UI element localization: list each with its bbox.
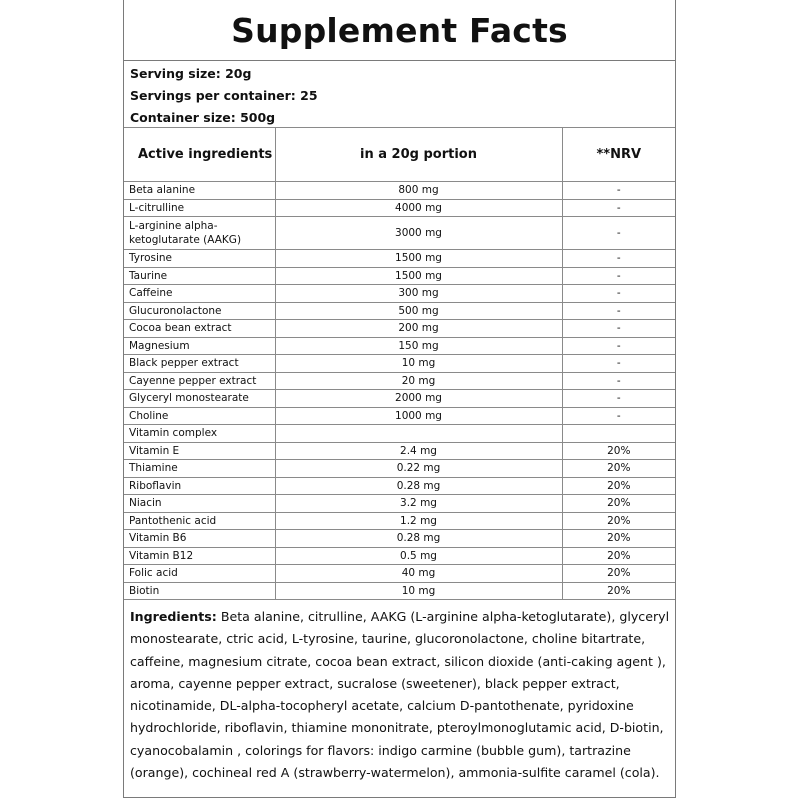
ingredient-name: Glyceryl monostearate xyxy=(124,390,275,408)
ingredient-name: Niacin xyxy=(124,495,275,513)
table-row xyxy=(124,407,675,425)
ingredient-name: Biotin xyxy=(124,582,275,600)
ingredient-amount xyxy=(275,425,562,443)
ingredient-amount: 1500 mg xyxy=(275,250,562,268)
table-row xyxy=(124,320,675,338)
ingredient-amount: 800 mg xyxy=(275,182,562,200)
ingredient-nrv: 20% xyxy=(562,530,675,548)
ingredients-label: Ingredients: xyxy=(130,609,217,624)
ingredient-nrv: - xyxy=(562,199,675,217)
ingredient-nrv: 20% xyxy=(562,582,675,600)
ingredient-nrv: - xyxy=(562,302,675,320)
header-nrv: **NRV xyxy=(562,128,675,182)
page-title: Supplement Facts xyxy=(231,10,568,50)
ingredient-amount: 1500 mg xyxy=(275,267,562,285)
ingredient-amount: 3000 mg xyxy=(275,217,562,250)
ingredient-amount: 0.28 mg xyxy=(275,530,562,548)
table-row xyxy=(124,460,675,478)
ingredient-nrv: - xyxy=(562,337,675,355)
table-row xyxy=(124,267,675,285)
ingredient-amount: 3.2 mg xyxy=(275,495,562,513)
ingredient-name: Taurine xyxy=(124,267,275,285)
ingredient-name: Vitamin complex xyxy=(124,425,275,443)
table-row xyxy=(124,547,675,565)
ingredient-amount: 40 mg xyxy=(275,565,562,583)
ingredient-amount: 300 mg xyxy=(275,285,562,303)
ingredient-nrv: - xyxy=(562,285,675,303)
container-size: Container size: 500g xyxy=(130,110,276,125)
table-row xyxy=(124,302,675,320)
ingredient-amount: 20 mg xyxy=(275,372,562,390)
ingredient-nrv: - xyxy=(562,250,675,268)
ingredient-nrv: 20% xyxy=(562,460,675,478)
table-row xyxy=(124,582,675,600)
table-row xyxy=(124,199,675,217)
ingredient-nrv: 20% xyxy=(562,547,675,565)
ingredient-amount: 150 mg xyxy=(275,337,562,355)
servings-per-container: Servings per container: 25 xyxy=(130,88,318,103)
ingredient-name: Glucuronolactone xyxy=(124,302,275,320)
ingredient-nrv: - xyxy=(562,355,675,373)
ingredient-name: Black pepper extract xyxy=(124,355,275,373)
table-row xyxy=(124,250,675,268)
header-portion: in a 20g portion xyxy=(275,128,562,182)
table-row xyxy=(124,425,675,443)
table-row xyxy=(124,372,675,390)
ingredient-name: Beta alanine xyxy=(124,182,275,200)
ingredient-amount: 0.5 mg xyxy=(275,547,562,565)
ingredient-name: L-citrulline xyxy=(124,199,275,217)
ingredient-nrv xyxy=(562,425,675,443)
table-row xyxy=(124,285,675,303)
ingredient-nrv: - xyxy=(562,407,675,425)
table-row xyxy=(124,217,675,250)
ingredient-name: Tyrosine xyxy=(124,250,275,268)
ingredient-name: Pantothenic acid xyxy=(124,512,275,530)
ingredient-amount: 500 mg xyxy=(275,302,562,320)
ingredient-name: Cayenne pepper extract xyxy=(124,372,275,390)
table-row xyxy=(124,495,675,513)
ingredient-amount: 200 mg xyxy=(275,320,562,338)
ingredient-amount: 2000 mg xyxy=(275,390,562,408)
ingredient-name: Choline xyxy=(124,407,275,425)
serving-info xyxy=(130,63,670,129)
ingredient-name: Magnesium xyxy=(124,337,275,355)
ingredient-nrv: - xyxy=(562,182,675,200)
ingredient-name: Vitamin B6 xyxy=(124,530,275,548)
ingredient-name: Caffeine xyxy=(124,285,275,303)
table-row xyxy=(124,565,675,583)
ingredient-name: Vitamin E xyxy=(124,442,275,460)
ingredient-nrv: 20% xyxy=(562,495,675,513)
ingredient-amount: 10 mg xyxy=(275,582,562,600)
ingredient-name: Vitamin B12 xyxy=(124,547,275,565)
table-row xyxy=(124,530,675,548)
ingredient-amount: 4000 mg xyxy=(275,199,562,217)
ingredient-nrv: - xyxy=(562,267,675,285)
ingredient-name: Riboflavin xyxy=(124,477,275,495)
table-row xyxy=(124,355,675,373)
ingredients-text: Beta alanine, citrulline, AAKG (L-arginine alpha-ketoglutarate), glyceryl monostearate, ctric acid, L-tyrosine, taurine, glucoronolactone, choline bitartrate, caffeine, magnesium citrate, cocoa bean extract, silicon dioxide (anti-caking agent ), aroma, cayenne pepper extract, sucralose (sweetener), black pepper extract, nicotinamide, DL-alpha-tocopheryl acetate, calcium D-pantothenate, pyridoxine hydrochloride, riboflavin, thiamine mononitrate, pteroylmonoglutamic acid, D-biotin, cyanocobalamin , colorings for flavors: indigo carmine (bubble gum), tartrazine (orange), cochineal red A (strawberry-watermelon), ammonia-sulfite caramel (cola). xyxy=(130,609,670,781)
header-active-ingredients: Active ingredients xyxy=(124,128,275,182)
ingredient-amount: 10 mg xyxy=(275,355,562,373)
supplement-facts-panel xyxy=(123,0,676,798)
ingredient-name: Cocoa bean extract xyxy=(124,320,275,338)
table-header-row xyxy=(124,128,675,182)
ingredient-nrv: 20% xyxy=(562,442,675,460)
table-row xyxy=(124,390,675,408)
serving-size: Serving size: 20g xyxy=(130,66,252,81)
ingredient-nrv: - xyxy=(562,320,675,338)
ingredient-nrv: - xyxy=(562,217,675,250)
ingredient-name: Folic acid xyxy=(124,565,275,583)
ingredient-nrv: - xyxy=(562,390,675,408)
title-box xyxy=(124,0,675,61)
ingredient-nrv: 20% xyxy=(562,477,675,495)
ingredient-amount: 0.28 mg xyxy=(275,477,562,495)
ingredient-nrv: - xyxy=(562,372,675,390)
table-row xyxy=(124,442,675,460)
table-row xyxy=(124,337,675,355)
ingredient-nrv: 20% xyxy=(562,565,675,583)
table-row xyxy=(124,182,675,200)
ingredients-paragraph xyxy=(130,606,670,784)
ingredient-amount: 2.4 mg xyxy=(275,442,562,460)
ingredient-amount: 1000 mg xyxy=(275,407,562,425)
ingredient-nrv: 20% xyxy=(562,512,675,530)
table-row xyxy=(124,477,675,495)
ingredient-name: L-arginine alpha-ketoglutarate (AAKG) xyxy=(124,217,275,250)
ingredient-name: Thiamine xyxy=(124,460,275,478)
ingredient-amount: 1.2 mg xyxy=(275,512,562,530)
table-row xyxy=(124,512,675,530)
ingredient-amount: 0.22 mg xyxy=(275,460,562,478)
facts-table xyxy=(124,127,675,600)
